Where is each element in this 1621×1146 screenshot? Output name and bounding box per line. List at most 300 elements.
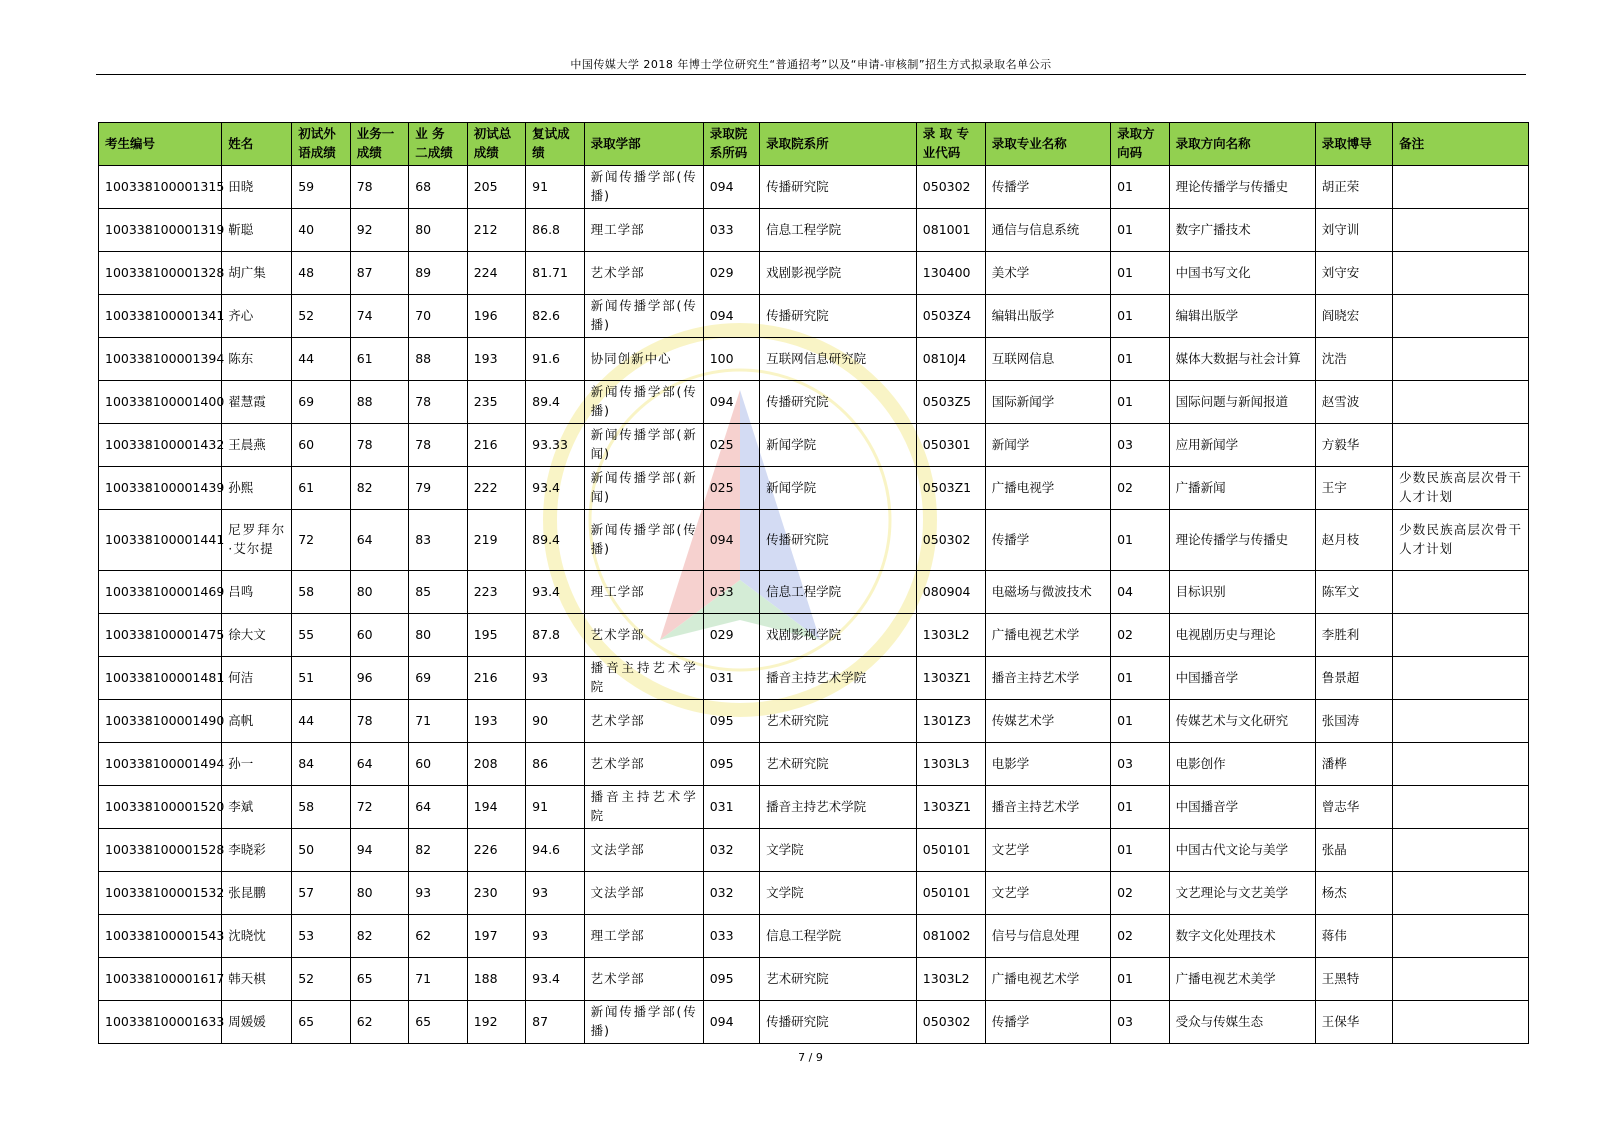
table-cell: 87 <box>526 1001 584 1044</box>
table-cell: 02 <box>1111 915 1169 958</box>
table-cell: 新闻传播学部(传播) <box>584 166 703 209</box>
table-cell: 195 <box>467 614 525 657</box>
column-header: 考生编号 <box>99 123 222 166</box>
admission-list-table <box>98 122 1529 1044</box>
table-cell <box>1393 209 1529 252</box>
table-cell: 刘守训 <box>1315 209 1392 252</box>
table-cell: 潘桦 <box>1315 743 1392 786</box>
table-cell: 81.71 <box>526 252 584 295</box>
table-cell: 01 <box>1111 657 1169 700</box>
table-cell: 58 <box>292 571 350 614</box>
table-cell: 94.6 <box>526 829 584 872</box>
table-cell: 216 <box>467 424 525 467</box>
table-cell <box>1393 915 1529 958</box>
table-cell: 理论传播学与传播史 <box>1169 166 1315 209</box>
table-cell: 72 <box>292 510 350 571</box>
table-row <box>99 1001 1529 1044</box>
table-cell: 222 <box>467 467 525 510</box>
table-cell: 60 <box>292 424 350 467</box>
column-header: 录取学部 <box>584 123 703 166</box>
table-cell: 033 <box>703 915 759 958</box>
table-cell <box>1393 424 1529 467</box>
table-row <box>99 614 1529 657</box>
table-cell: 广播电视艺术美学 <box>1169 958 1315 1001</box>
table-cell: 53 <box>292 915 350 958</box>
table-cell: 少数民族高层次骨干人才计划 <box>1393 510 1529 571</box>
table-cell: 01 <box>1111 252 1169 295</box>
table-cell: 传播学 <box>985 166 1110 209</box>
table-cell: 100338100001617 <box>99 958 222 1001</box>
table-cell: 齐心 <box>222 295 292 338</box>
table-cell: 中国播音学 <box>1169 786 1315 829</box>
table-cell: 沈浩 <box>1315 338 1392 381</box>
table-cell: 100338100001532 <box>99 872 222 915</box>
table-cell: 91.6 <box>526 338 584 381</box>
table-cell: 025 <box>703 424 759 467</box>
column-header: 初试外语成绩 <box>292 123 350 166</box>
table-cell: 李胜利 <box>1315 614 1392 657</box>
table-cell: 赵雪波 <box>1315 381 1392 424</box>
table-cell: 吕鸣 <box>222 571 292 614</box>
table-cell: 01 <box>1111 829 1169 872</box>
table-cell: 89.4 <box>526 381 584 424</box>
table-row <box>99 209 1529 252</box>
page-number: 7 / 9 <box>798 1051 823 1064</box>
table-cell: 01 <box>1111 700 1169 743</box>
table-cell: 93.33 <box>526 424 584 467</box>
table-cell: 传播研究院 <box>760 381 917 424</box>
table-cell: 1303L2 <box>916 958 985 1001</box>
table-cell: 03 <box>1111 424 1169 467</box>
table-cell: 信息工程学院 <box>760 209 917 252</box>
table-cell: 74 <box>350 295 408 338</box>
table-cell: 张昆鹏 <box>222 872 292 915</box>
table-cell: 050302 <box>916 166 985 209</box>
table-cell: 新闻传播学部(传播) <box>584 295 703 338</box>
table-cell: 艺术研究院 <box>760 743 917 786</box>
table-cell: 93.4 <box>526 958 584 1001</box>
table-cell: 050301 <box>916 424 985 467</box>
table-cell: 100338100001543 <box>99 915 222 958</box>
table-cell: 130400 <box>916 252 985 295</box>
table-cell: 文艺学 <box>985 829 1110 872</box>
table-cell: 224 <box>467 252 525 295</box>
table-cell: 79 <box>409 467 467 510</box>
table-cell: 播音主持艺术学 <box>985 657 1110 700</box>
table-cell: 029 <box>703 252 759 295</box>
table-cell: 编辑出版学 <box>1169 295 1315 338</box>
table-cell: 协同创新中心 <box>584 338 703 381</box>
table-cell: 孙熙 <box>222 467 292 510</box>
table-cell: 033 <box>703 571 759 614</box>
table-cell: 01 <box>1111 338 1169 381</box>
table-cell: 64 <box>350 743 408 786</box>
table-cell: 62 <box>350 1001 408 1044</box>
table-cell: 93.4 <box>526 571 584 614</box>
table-cell: 文艺理论与文艺美学 <box>1169 872 1315 915</box>
table-cell: 文法学部 <box>584 872 703 915</box>
column-header: 业 务 二成绩 <box>409 123 467 166</box>
table-cell: 100338100001441 <box>99 510 222 571</box>
table-cell: 100338100001633 <box>99 1001 222 1044</box>
table-cell: 193 <box>467 338 525 381</box>
table-cell: 86 <box>526 743 584 786</box>
table-body <box>99 166 1529 1044</box>
table-cell: 传播学 <box>985 510 1110 571</box>
table-cell: 80 <box>350 571 408 614</box>
table-cell: 192 <box>467 1001 525 1044</box>
table-cell: 094 <box>703 510 759 571</box>
table-cell: 赵月枝 <box>1315 510 1392 571</box>
table-cell: 孙一 <box>222 743 292 786</box>
table-cell: 80 <box>409 209 467 252</box>
table-cell: 100 <box>703 338 759 381</box>
column-header: 录取博导 <box>1315 123 1392 166</box>
table-cell: 播音主持艺术学院 <box>584 657 703 700</box>
table-cell <box>1393 338 1529 381</box>
table-cell: 50 <box>292 829 350 872</box>
table-cell: 82.6 <box>526 295 584 338</box>
table-cell: 1303L2 <box>916 614 985 657</box>
table-cell: 电视剧历史与理论 <box>1169 614 1315 657</box>
table-cell: 78 <box>409 424 467 467</box>
table-cell: 031 <box>703 657 759 700</box>
table-cell: 美术学 <box>985 252 1110 295</box>
table-cell: 095 <box>703 743 759 786</box>
table-cell: 理论传播学与传播史 <box>1169 510 1315 571</box>
table-cell: 应用新闻学 <box>1169 424 1315 467</box>
table-cell: 信息工程学院 <box>760 571 917 614</box>
table-cell: 蒋伟 <box>1315 915 1392 958</box>
table-cell: 60 <box>350 614 408 657</box>
table-cell: 传媒艺术与文化研究 <box>1169 700 1315 743</box>
table-cell: 01 <box>1111 295 1169 338</box>
table-cell: 靳聪 <box>222 209 292 252</box>
table-cell: 100338100001469 <box>99 571 222 614</box>
table-cell <box>1393 614 1529 657</box>
table-cell: 01 <box>1111 958 1169 1001</box>
table-cell <box>1393 252 1529 295</box>
table-cell: 095 <box>703 700 759 743</box>
column-header: 录取专业名称 <box>985 123 1110 166</box>
table-cell: 71 <box>409 700 467 743</box>
table-cell: 52 <box>292 958 350 1001</box>
table-cell: 电影创作 <box>1169 743 1315 786</box>
column-header: 录 取 专业代码 <box>916 123 985 166</box>
table-cell: 受众与传媒生态 <box>1169 1001 1315 1044</box>
table-cell: 艺术学部 <box>584 614 703 657</box>
table-cell: 92 <box>350 209 408 252</box>
table-cell: 100338100001520 <box>99 786 222 829</box>
table-cell: 197 <box>467 915 525 958</box>
table-cell: 78 <box>350 166 408 209</box>
table-cell: 1303Z1 <box>916 657 985 700</box>
table-row <box>99 872 1529 915</box>
table-cell: 86.8 <box>526 209 584 252</box>
table-cell: 89 <box>409 252 467 295</box>
table-cell: 033 <box>703 209 759 252</box>
table-cell: 216 <box>467 657 525 700</box>
table-cell: 曾志华 <box>1315 786 1392 829</box>
table-cell: 数字广播技术 <box>1169 209 1315 252</box>
table-cell: 广播电视学 <box>985 467 1110 510</box>
table-cell: 72 <box>350 786 408 829</box>
table-cell: 艺术学部 <box>584 958 703 1001</box>
table-row <box>99 338 1529 381</box>
table-cell: 64 <box>409 786 467 829</box>
table-cell: 01 <box>1111 786 1169 829</box>
table-cell: 194 <box>467 786 525 829</box>
table-cell: 互联网信息 <box>985 338 1110 381</box>
table-cell: 100338100001475 <box>99 614 222 657</box>
column-header: 复试成绩 <box>526 123 584 166</box>
table-cell <box>1393 958 1529 1001</box>
table-cell: 广播新闻 <box>1169 467 1315 510</box>
table-cell: 方毅华 <box>1315 424 1392 467</box>
table-cell: 戏剧影视学院 <box>760 614 917 657</box>
table-cell: 55 <box>292 614 350 657</box>
table-cell: 新闻学院 <box>760 467 917 510</box>
table-cell: 1301Z3 <box>916 700 985 743</box>
table-cell: 48 <box>292 252 350 295</box>
table-cell: 03 <box>1111 1001 1169 1044</box>
table-row <box>99 467 1529 510</box>
table-cell: 080904 <box>916 571 985 614</box>
table-cell: 029 <box>703 614 759 657</box>
table-cell: 电影学 <box>985 743 1110 786</box>
table-cell: 230 <box>467 872 525 915</box>
table-cell: 025 <box>703 467 759 510</box>
table-cell: 050302 <box>916 510 985 571</box>
table-cell: 胡正荣 <box>1315 166 1392 209</box>
table-cell: 0503Z1 <box>916 467 985 510</box>
table-row <box>99 958 1529 1001</box>
table-cell: 78 <box>350 700 408 743</box>
table-cell: 播音主持艺术学院 <box>760 657 917 700</box>
table-cell: 理工学部 <box>584 571 703 614</box>
header-rule <box>96 74 1526 75</box>
table-cell: 100338100001432 <box>99 424 222 467</box>
table-row <box>99 381 1529 424</box>
table-cell: 65 <box>292 1001 350 1044</box>
table-cell: 90 <box>526 700 584 743</box>
table-cell: 83 <box>409 510 467 571</box>
table-cell: 王宇 <box>1315 467 1392 510</box>
table-cell: 鲁景超 <box>1315 657 1392 700</box>
table-cell: 新闻传播学部(传播) <box>584 1001 703 1044</box>
table-cell: 69 <box>292 381 350 424</box>
table-cell: 100338100001439 <box>99 467 222 510</box>
table-cell: 传播研究院 <box>760 295 917 338</box>
table-cell: 新闻传播学部(新闻) <box>584 424 703 467</box>
table-cell: 何洁 <box>222 657 292 700</box>
table-cell: 031 <box>703 786 759 829</box>
header-row <box>99 123 1529 166</box>
table-cell: 050101 <box>916 872 985 915</box>
table-cell: 中国播音学 <box>1169 657 1315 700</box>
table-cell: 媒体大数据与社会计算 <box>1169 338 1315 381</box>
table-cell: 51 <box>292 657 350 700</box>
table-cell: 广播电视艺术学 <box>985 958 1110 1001</box>
table-cell: 208 <box>467 743 525 786</box>
table-cell: 032 <box>703 829 759 872</box>
column-header: 录取院系所码 <box>703 123 759 166</box>
table-cell <box>1393 786 1529 829</box>
table-cell: 编辑出版学 <box>985 295 1110 338</box>
table-cell: 62 <box>409 915 467 958</box>
table-cell: 081002 <box>916 915 985 958</box>
table-cell: 杨杰 <box>1315 872 1392 915</box>
table-cell: 85 <box>409 571 467 614</box>
table-cell: 93 <box>526 872 584 915</box>
table-cell: 新闻学院 <box>760 424 917 467</box>
column-header: 录取方向名称 <box>1169 123 1315 166</box>
table-cell <box>1393 743 1529 786</box>
table-cell: 文艺学 <box>985 872 1110 915</box>
table-cell: 78 <box>350 424 408 467</box>
table-cell: 李晓彩 <box>222 829 292 872</box>
table-cell: 44 <box>292 338 350 381</box>
table-cell: 传播学 <box>985 1001 1110 1044</box>
table-cell: 82 <box>409 829 467 872</box>
table-cell: 艺术学部 <box>584 252 703 295</box>
table-cell <box>1393 571 1529 614</box>
table-cell: 094 <box>703 1001 759 1044</box>
table-row <box>99 295 1529 338</box>
column-header: 业务一成绩 <box>350 123 408 166</box>
table-cell: 02 <box>1111 614 1169 657</box>
table-cell: 戏剧影视学院 <box>760 252 917 295</box>
table-cell: 王晨燕 <box>222 424 292 467</box>
table-cell: 新闻传播学部(传播) <box>584 510 703 571</box>
table-cell: 094 <box>703 295 759 338</box>
table-cell: 文学院 <box>760 872 917 915</box>
table-cell: 播音主持艺术学 <box>985 786 1110 829</box>
table-cell: 44 <box>292 700 350 743</box>
table-cell: 050302 <box>916 1001 985 1044</box>
table-cell: 中国书写文化 <box>1169 252 1315 295</box>
table-cell <box>1393 1001 1529 1044</box>
table-cell: 传播研究院 <box>760 166 917 209</box>
table-cell: 65 <box>350 958 408 1001</box>
table-cell: 0810J4 <box>916 338 985 381</box>
table-cell: 艺术研究院 <box>760 958 917 1001</box>
table-cell: 91 <box>526 786 584 829</box>
table-cell: 226 <box>467 829 525 872</box>
table-cell: 91 <box>526 166 584 209</box>
table-cell: 80 <box>409 614 467 657</box>
table-cell: 93.4 <box>526 467 584 510</box>
table-cell: 61 <box>350 338 408 381</box>
table-cell: 205 <box>467 166 525 209</box>
table-cell: 翟慧霞 <box>222 381 292 424</box>
table-cell: 100338100001394 <box>99 338 222 381</box>
table-cell: 徐大文 <box>222 614 292 657</box>
table-cell: 理工学部 <box>584 915 703 958</box>
table-cell <box>1393 295 1529 338</box>
table-cell: 新闻学 <box>985 424 1110 467</box>
table-cell: 100338100001328 <box>99 252 222 295</box>
table-cell: 阎晓宏 <box>1315 295 1392 338</box>
table-cell: 刘守安 <box>1315 252 1392 295</box>
table-cell: 国际新闻学 <box>985 381 1110 424</box>
table-cell: 96 <box>350 657 408 700</box>
table-cell: 100338100001494 <box>99 743 222 786</box>
table-cell: 03 <box>1111 743 1169 786</box>
table-cell: 80 <box>350 872 408 915</box>
table-cell: 196 <box>467 295 525 338</box>
table-cell: 信息工程学院 <box>760 915 917 958</box>
table-row <box>99 700 1529 743</box>
table-row <box>99 915 1529 958</box>
table-cell: 尼罗拜尔·艾尔提 <box>222 510 292 571</box>
table-cell: 89.4 <box>526 510 584 571</box>
table-row <box>99 786 1529 829</box>
table-cell: 87 <box>350 252 408 295</box>
table-cell <box>1393 657 1529 700</box>
table-cell: 100338100001319 <box>99 209 222 252</box>
table-cell: 70 <box>409 295 467 338</box>
table-cell: 新闻传播学部(传播) <box>584 381 703 424</box>
table-cell: 40 <box>292 209 350 252</box>
table-row <box>99 166 1529 209</box>
column-header: 备注 <box>1393 123 1529 166</box>
table-cell: 100338100001400 <box>99 381 222 424</box>
table-cell: 沈晓忱 <box>222 915 292 958</box>
table-cell: 0503Z4 <box>916 295 985 338</box>
table-cell: 理工学部 <box>584 209 703 252</box>
column-header: 姓名 <box>222 123 292 166</box>
table-cell: 93 <box>526 915 584 958</box>
table-cell: 193 <box>467 700 525 743</box>
table-cell: 1303L3 <box>916 743 985 786</box>
table-cell <box>1393 166 1529 209</box>
table-row <box>99 657 1529 700</box>
column-header: 录取方向码 <box>1111 123 1169 166</box>
table-cell: 王黑特 <box>1315 958 1392 1001</box>
table-cell: 095 <box>703 958 759 1001</box>
table-cell: 目标识别 <box>1169 571 1315 614</box>
table-cell: 01 <box>1111 381 1169 424</box>
table-cell: 国际问题与新闻报道 <box>1169 381 1315 424</box>
table-cell: 64 <box>350 510 408 571</box>
table-cell: 93 <box>526 657 584 700</box>
table-cell: 94 <box>350 829 408 872</box>
table-cell: 094 <box>703 381 759 424</box>
table-cell: 050101 <box>916 829 985 872</box>
table-cell: 82 <box>350 915 408 958</box>
table-cell: 王保华 <box>1315 1001 1392 1044</box>
table-cell: 235 <box>467 381 525 424</box>
table-cell: 1303Z1 <box>916 786 985 829</box>
table-cell: 张国涛 <box>1315 700 1392 743</box>
table-cell <box>1393 381 1529 424</box>
table-cell: 信号与信息处理 <box>985 915 1110 958</box>
table-cell: 58 <box>292 786 350 829</box>
table-cell: 少数民族高层次骨干人才计划 <box>1393 467 1529 510</box>
table-cell: 田晓 <box>222 166 292 209</box>
table-cell: 互联网信息研究院 <box>760 338 917 381</box>
table-cell: 68 <box>409 166 467 209</box>
table-cell: 188 <box>467 958 525 1001</box>
table-cell: 艺术研究院 <box>760 700 917 743</box>
column-header: 录取院系所 <box>760 123 917 166</box>
table-cell: 65 <box>409 1001 467 1044</box>
table-cell: 数字文化处理技术 <box>1169 915 1315 958</box>
table-cell: 陈东 <box>222 338 292 381</box>
table-cell <box>1393 829 1529 872</box>
table-cell: 59 <box>292 166 350 209</box>
